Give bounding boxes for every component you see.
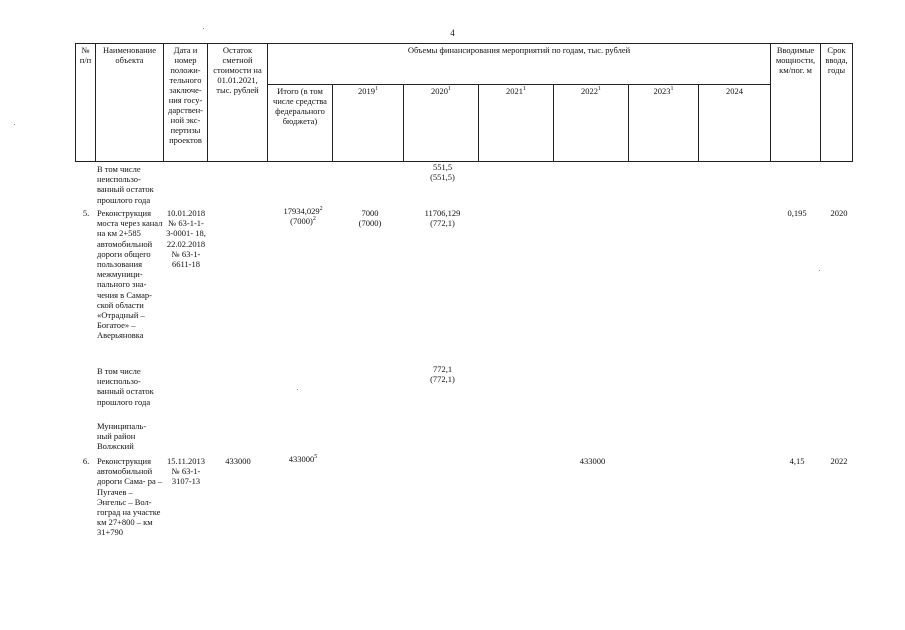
header-balance: Остаток сметной стоимости на 01.01.2021, тыс. рублей xyxy=(208,44,268,162)
row6-num: 6. xyxy=(82,456,90,466)
header-y2021: 2021$^1$ xyxy=(479,85,554,162)
scan-speck xyxy=(14,124,15,125)
block-a-2020: 551,5 (551,5) xyxy=(430,162,455,183)
header-name: Наименование объекта xyxy=(96,44,164,162)
header-y2024: 2024 xyxy=(699,85,771,162)
row5-total: 17934,029$^2$ $(7000)^2$ xyxy=(283,206,323,227)
header-expertise: Дата и номер положи- тельного заключе- ния госу- дарствен- ной экс- пертизы проектов xyxy=(164,44,208,162)
block-b-2020: 772,1 (772,1) xyxy=(430,364,455,385)
header-financing-group: Объемы финансирования мероприятий по годам, тыс. рублей xyxy=(268,44,771,85)
row6-total: 433000$^5$ xyxy=(288,454,318,464)
row6-expertise: 15.11.2013 № 63-1- 3107-13 xyxy=(167,456,205,487)
row6-balance: 433000 xyxy=(225,456,251,466)
row5-term: 2020 xyxy=(830,208,848,218)
scan-speck xyxy=(297,389,298,390)
row5-num: 5. xyxy=(82,208,90,218)
table-header xyxy=(75,43,853,162)
header-y2023: 2023$^1$ xyxy=(629,85,699,162)
row5-2019: 7000 (7000) xyxy=(358,208,382,229)
row6-2022: 433000 xyxy=(579,456,606,466)
row6-capacity: 4,15 xyxy=(789,456,805,466)
page-number: 4 xyxy=(450,28,455,38)
row5-name: Реконструкция моста через канал на км 2+585 автомобильной дороги общего пользования межмуници- пального зна- чения в Самар- ской области «Отрадный – Богатое» – Аверьяновка xyxy=(97,208,163,341)
scan-speck xyxy=(819,270,820,271)
row6-term: 2022 xyxy=(830,456,848,466)
row6-name: Реконструкция автомобильной дороги Сама- ра – Пугачев – Энгельс – Вол- гоград на участке км 27+800 – км 31+790 xyxy=(97,456,163,538)
header-total: Итого (в том числе средства федерального бюджета) xyxy=(268,85,333,162)
header-y2019: 2019$^1$ xyxy=(333,85,404,162)
block-b-name: В том числе неиспользо- ванный остаток прошлого года xyxy=(97,366,154,407)
district-heading: Муниципаль- ный район Волжский xyxy=(97,421,147,452)
scan-speck xyxy=(203,28,204,29)
row5-capacity: 0,195 xyxy=(787,208,807,218)
row5-2020: 11706,129 (772,1) xyxy=(424,208,461,229)
header-term: Срок ввода, годы xyxy=(821,44,853,162)
header-num: № п/п xyxy=(76,44,96,162)
header-y2022: 2022$^1$ xyxy=(554,85,629,162)
header-y2020: 2020$^1$ xyxy=(404,85,479,162)
header-capacity: Вводимые мощности, км/пог. м xyxy=(771,44,821,162)
block-a-name: В том числе неиспользо- ванный остаток прошлого года xyxy=(97,164,154,205)
row5-expertise: 10.01.2018 № 63-1-1- 3-0001- 18, 22.02.2018 № 63-1- 6611-18 xyxy=(166,208,206,270)
